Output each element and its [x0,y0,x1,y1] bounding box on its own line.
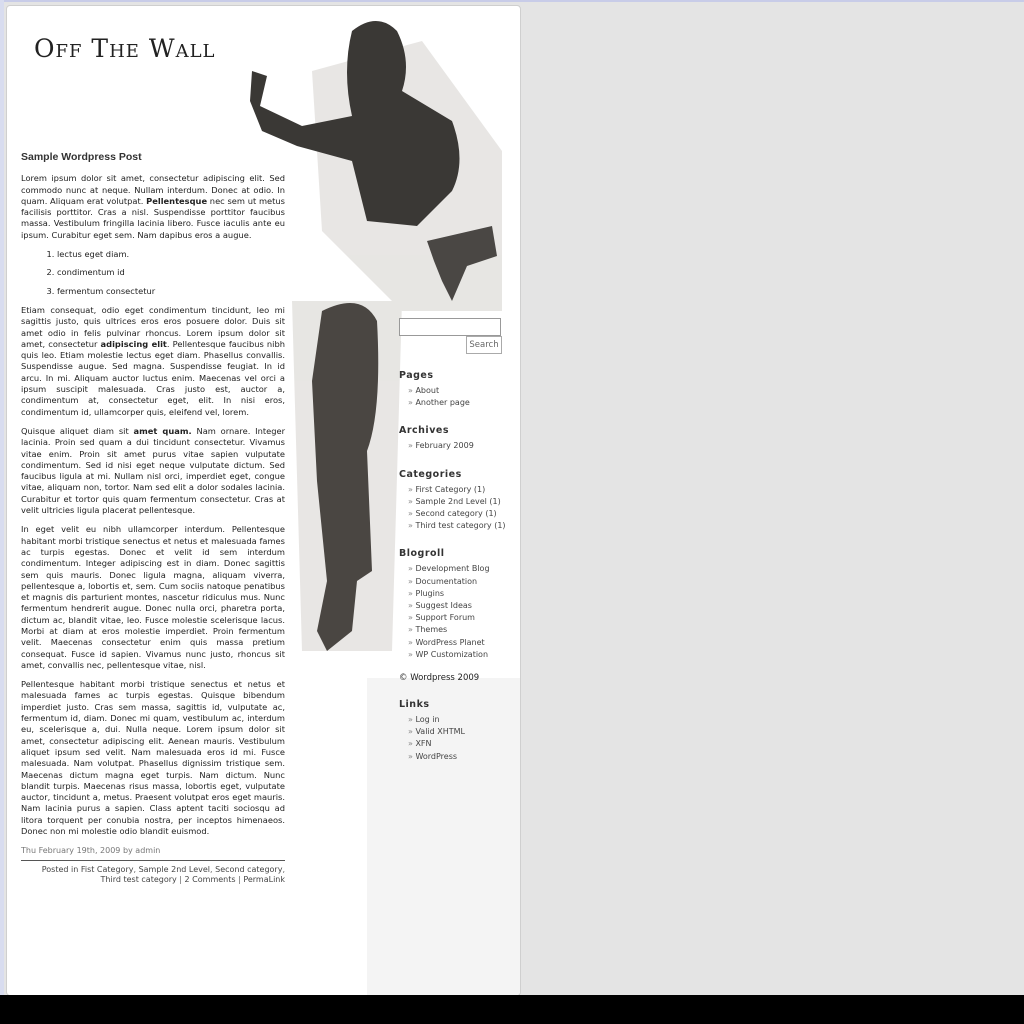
widget-title-archives: Archives [399,425,449,437]
widget-title-links: Links [399,699,430,711]
post-paragraph: Pellentesque habitant morbi tristique senectus et netus et malesuada fames ac turpis egestas. Quisque bibendum imperdiet justo. Cras sem massa, sagittis id, vulputate ac, fermentum id, diam. Donec mi quam, vestibulum ac, interdum eu, scelerisque a, dui. Nulla neque. Lorem ipsum dolor sit amet, consectetur adipiscing elit. Aenean mauris. Vestibulum aliquet ipsum sed velit. Nam malesuada eros id mi. Fusce malesuada. Nam volutpat. Phasellus dignissim tristique sem. Maecenas dictum magna eget turpis. Nam dictum. Nunc blandit turpis. Maecenas risus massa, lobortis eget, vulputate auctor, tincidunt a, metus. Praesent volutpat eros eget mauris. Nam lacinia purus a sapien. Class aptent taciti sociosqu ad litora torquent per conubia nostra, per inceptos himenaeos. Donec non mi molestie odio blandit euismod. [21,679,285,837]
blogroll-link[interactable]: » Documentation [399,576,514,588]
blogroll-link[interactable]: » Themes [399,624,514,636]
search-input[interactable] [399,318,501,336]
blogroll-link[interactable]: » Plugins [399,588,514,600]
post-paragraph [21,173,285,241]
category-link[interactable]: Fist Category [80,864,134,874]
post-meta: Thu February 19th, 2009 by admin [21,845,285,860]
categories-link[interactable]: » Third test category (1) [399,520,514,532]
category-link[interactable]: Third test category [100,874,177,884]
archives-list [399,440,514,452]
bold-text: adipiscing elit [100,338,167,349]
sidebar [399,318,514,763]
category-link[interactable]: Sample 2nd Level [138,864,211,874]
blogroll-list [399,563,514,661]
window-left-border [0,0,4,995]
links-link[interactable]: » Valid XHTML [399,726,514,738]
blogroll-link[interactable]: » Development Blog [399,563,514,575]
categories-link[interactable]: » Sample 2nd Level (1) [399,496,514,508]
post-list [57,249,285,297]
post-paragraph: In eget velit eu nibh ullamcorper interdum. Pellentesque habitant morbi tristique senectus et netus et malesuada fames ac turpis egestas. Donec et velit id sem interdum condimentum. Integer adipiscing est in diam. Donec sagittis sem quis mauris. Donec ligula magna, aliquam viverra, pellentesque a, lobortis et, sem. Cum sociis natoque penatibus et magnis dis parturient montes, nascetur ridiculus mus. Nunc fermentum hendrerit augue. Donec nulla orci, pharetra porta, dictum ac, blandit vitae, leo. Fusce molestie scelerisque lacus. Morbi at diam at eros molestie imperdiet. Proin fermentum velit. Maecenas consectetur enim quis massa pretium consequat. Fusce id sapien. Vivamus nunc justo, rhoncus sit amet, convallis nec, pellentesque vitae, nisl. [21,524,285,670]
links-link[interactable]: » Log in [399,714,514,726]
post [21,152,285,885]
categories-link[interactable]: » First Category (1) [399,484,514,496]
text: Quisque aliquet diam sit [21,425,134,436]
blogroll-link[interactable]: » Support Forum [399,612,514,624]
blogroll-link[interactable]: » WordPress Planet [399,637,514,649]
list-item: 2. condimentum id [57,267,285,278]
categories-list [399,484,514,533]
permalink-link[interactable]: PermaLink [243,874,285,884]
category-link[interactable]: Second category [215,864,283,874]
text: nec sem ut metus facilisis porttitor. Cras a nisl. Suspendisse porttitor faucibus massa. Vestibulum fringilla lacinia libero. Fusce iaculis ante eu ipsum. Curabitur eget sem. Nam dapibus eros a augue. [21,195,285,240]
text: Etiam consequat, odio eget condimentum tincidunt, leo mi sagittis justo, quis ultrices eros eros posuere dolor. Duis sit amet odio in felis pulvinar rhoncus. Lorem ipsum dolor sit amet, consectetur [21,304,285,349]
post-paragraph [21,426,285,516]
comments-link[interactable]: 2 Comments [184,874,236,884]
text: Lorem ipsum dolor sit amet, consectetur adipiscing elit. Sed commodo nunc at neque. Nullam interdum. Donec at odio. In quam. Aliquam erat volutpat. [21,173,285,206]
site-title[interactable]: Off The Wall [34,34,216,63]
text: . Pellentesque faucibus nibh quis leo. Etiam molestie lectus eget diam. Phasellus convallis. Suspendisse augue. Sed magna. Suspendisse feugiat. In id arcu. In mi. Aliquam auctor luctus enim. Maecenas vel orci a ipsum suscipit malesuada. Cras justo est, auctor a, condimentum at, consectetur eget, elit. In nisi eros, condimentum id, ullamcorper quis, eleifend vel, lorem. [21,338,285,417]
links-link[interactable]: » WordPress [399,751,514,763]
blogroll-link[interactable]: » Suggest Ideas [399,600,514,612]
links-list [399,714,514,763]
archives-link[interactable]: » February 2009 [399,440,514,452]
widget-title-pages: Pages [399,370,434,381]
widget-title-categories: Categories [399,468,462,480]
widget-title-blogroll: Blogroll [399,548,445,560]
taskbar [0,995,1024,1024]
list-item: 3. fermentum consectetur [57,286,285,297]
bold-text: amet quam. [133,425,192,436]
post-title[interactable]: Sample Wordpress Post [21,151,142,163]
window-top-border [0,0,1024,2]
pages-list [399,385,514,409]
posted-in-label: Posted in [41,864,79,874]
copyright: © Wordpress 2009 [399,673,480,684]
categories-link[interactable]: » Second category (1) [399,508,514,520]
post-footer: Posted in Fist Category, Sample 2nd Level, Second category, Third test category | 2 Comments | PermaLink [41,864,285,884]
blogroll-link[interactable]: » WP Customization [399,649,514,661]
text: Nam ornare. Integer lacinia. Proin sed quam a dui tincidunt consectetur. Vivamus vitae enim. Proin sit amet purus vitae sapien vulputate condimentum. Sed id nisi eget neque vulputate dictum. Sed faucibus ligula at mi. Nullam nisl orci, imperdiet eget, congue vitae, aliquam non, tortor. Nam sed elit a dolor sodales lacinia. Curabitur et tortor quis quam fermentum consectetur. Cras at velit ultricies ligula placerat pellentesque. [21,425,285,516]
search-button[interactable]: Search [466,336,502,354]
bold-text: Pellentesque [146,195,208,206]
pages-link[interactable]: » Another page [399,397,514,409]
links-link[interactable]: » XFN [399,738,514,750]
post-paragraph [21,305,285,418]
pages-link[interactable]: » About [399,385,514,397]
list-item: 1. lectus eget diam. [57,249,285,260]
